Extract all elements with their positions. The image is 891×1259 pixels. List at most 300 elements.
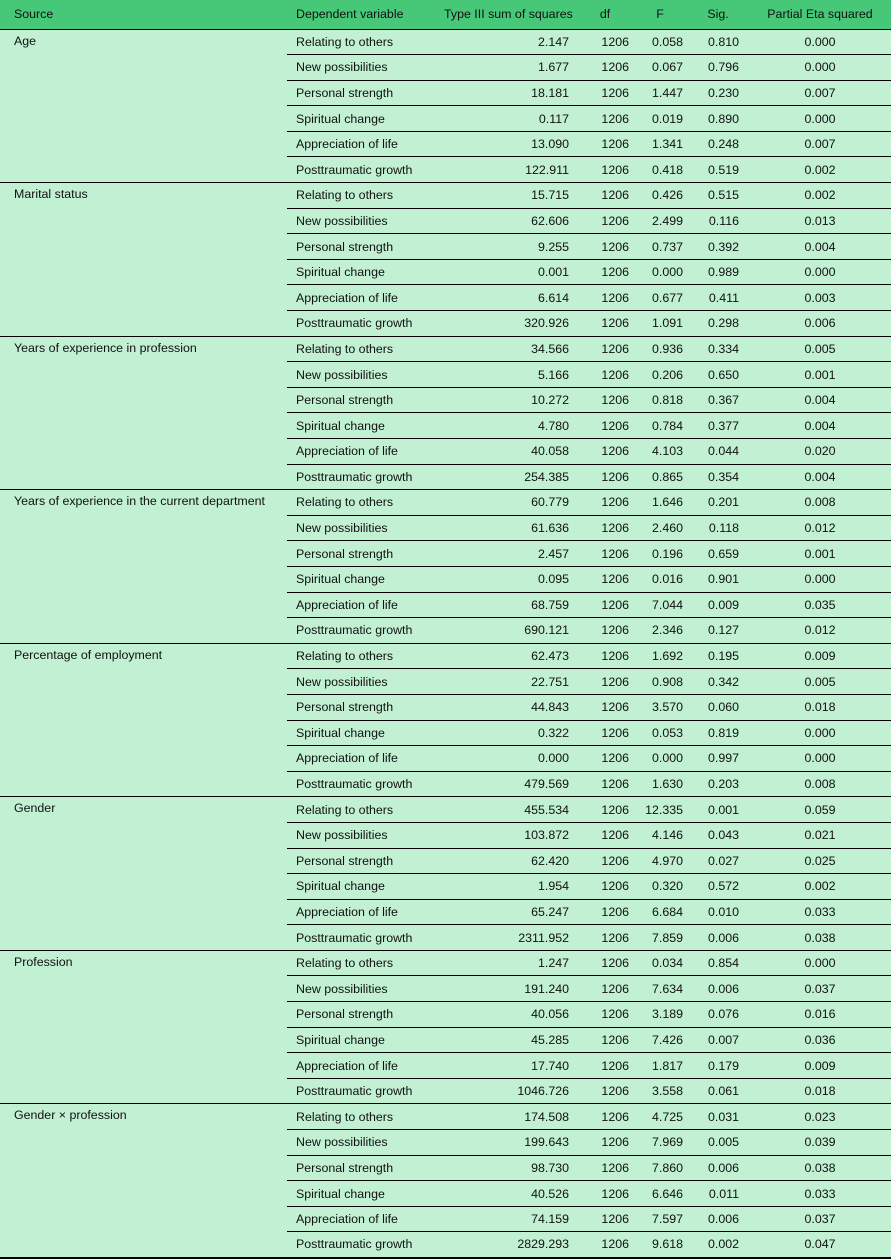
dependent-variable-cell: Relating to others: [287, 29, 436, 55]
sum-of-squares-cell: 62.473: [436, 643, 577, 669]
partial-eta-squared-cell: 0.035: [749, 592, 891, 618]
sum-of-squares-cell: 0.000: [436, 746, 577, 772]
sig-cell: 0.572: [687, 874, 749, 900]
dependent-variable-cell: Relating to others: [287, 643, 436, 669]
sum-of-squares-cell: 61.636: [436, 515, 577, 541]
df-cell: 1206: [577, 643, 633, 669]
dependent-variable-cell: Relating to others: [287, 183, 436, 209]
f-cell: 0.058: [633, 29, 687, 55]
df-cell: 1206: [577, 259, 633, 285]
sum-of-squares-cell: 0.322: [436, 720, 577, 746]
dependent-variable-cell: New possibilities: [287, 669, 436, 695]
sum-of-squares-cell: 455.534: [436, 797, 577, 823]
f-cell: 0.196: [633, 541, 687, 567]
header-row: [0, 0, 891, 29]
df-cell: 1206: [577, 797, 633, 823]
f-cell: 1.630: [633, 771, 687, 797]
f-cell: 0.908: [633, 669, 687, 695]
dependent-variable-cell: New possibilities: [287, 822, 436, 848]
partial-eta-squared-cell: 0.007: [749, 80, 891, 106]
f-cell: 1.447: [633, 80, 687, 106]
header-partial-eta-squared: Partial Eta squared: [749, 0, 891, 29]
source-cell: Percentage of employment: [0, 643, 287, 797]
sig-cell: 0.819: [687, 720, 749, 746]
sum-of-squares-cell: 98.730: [436, 1155, 577, 1181]
sum-of-squares-cell: 6.614: [436, 285, 577, 311]
sum-of-squares-cell: 0.095: [436, 566, 577, 592]
df-cell: 1206: [577, 1104, 633, 1130]
f-cell: 1.692: [633, 643, 687, 669]
f-cell: 0.019: [633, 106, 687, 132]
dependent-variable-cell: Posttraumatic growth: [287, 311, 436, 337]
source-cell: Profession: [0, 950, 287, 1104]
header-sig: Sig.: [687, 0, 749, 29]
f-cell: 1.341: [633, 131, 687, 157]
dependent-variable-cell: Appreciation of life: [287, 285, 436, 311]
sig-cell: 0.367: [687, 387, 749, 413]
dependent-variable-cell: Personal strength: [287, 387, 436, 413]
f-cell: 0.784: [633, 413, 687, 439]
dependent-variable-cell: New possibilities: [287, 515, 436, 541]
sig-cell: 0.007: [687, 1027, 749, 1053]
table-header: [0, 0, 891, 29]
partial-eta-squared-cell: 0.012: [749, 618, 891, 644]
df-cell: 1206: [577, 183, 633, 209]
sig-cell: 0.989: [687, 259, 749, 285]
f-cell: 0.067: [633, 55, 687, 81]
df-cell: 1206: [577, 1232, 633, 1258]
sig-cell: 0.179: [687, 1053, 749, 1079]
df-cell: 1206: [577, 1155, 633, 1181]
partial-eta-squared-cell: 0.004: [749, 387, 891, 413]
dependent-variable-cell: New possibilities: [287, 55, 436, 81]
partial-eta-squared-cell: 0.039: [749, 1130, 891, 1156]
sig-cell: 0.519: [687, 157, 749, 183]
sum-of-squares-cell: 690.121: [436, 618, 577, 644]
header-f: F: [633, 0, 687, 29]
sum-of-squares-cell: 479.569: [436, 771, 577, 797]
sum-of-squares-cell: 103.872: [436, 822, 577, 848]
df-cell: 1206: [577, 362, 633, 388]
partial-eta-squared-cell: 0.047: [749, 1232, 891, 1258]
df-cell: 1206: [577, 541, 633, 567]
sum-of-squares-cell: 1.247: [436, 950, 577, 976]
f-cell: 0.936: [633, 336, 687, 362]
df-cell: 1206: [577, 29, 633, 55]
partial-eta-squared-cell: 0.020: [749, 439, 891, 465]
f-cell: 4.725: [633, 1104, 687, 1130]
sum-of-squares-cell: 40.058: [436, 439, 577, 465]
dependent-variable-cell: Posttraumatic growth: [287, 925, 436, 951]
dependent-variable-cell: Relating to others: [287, 1104, 436, 1130]
f-cell: 3.570: [633, 694, 687, 720]
sum-of-squares-cell: 9.255: [436, 234, 577, 260]
sum-of-squares-cell: 2.147: [436, 29, 577, 55]
partial-eta-squared-cell: 0.021: [749, 822, 891, 848]
df-cell: 1206: [577, 1078, 633, 1104]
sig-cell: 0.796: [687, 55, 749, 81]
table-row: [0, 797, 891, 823]
sum-of-squares-cell: 17.740: [436, 1053, 577, 1079]
sig-cell: 0.515: [687, 183, 749, 209]
f-cell: 4.146: [633, 822, 687, 848]
dependent-variable-cell: Spiritual change: [287, 566, 436, 592]
table-row: [0, 950, 891, 976]
sum-of-squares-cell: 1046.726: [436, 1078, 577, 1104]
f-cell: 6.646: [633, 1181, 687, 1207]
f-cell: 0.034: [633, 950, 687, 976]
partial-eta-squared-cell: 0.023: [749, 1104, 891, 1130]
sig-cell: 0.006: [687, 1206, 749, 1232]
sig-cell: 0.377: [687, 413, 749, 439]
dependent-variable-cell: Posttraumatic growth: [287, 771, 436, 797]
dependent-variable-cell: Posttraumatic growth: [287, 618, 436, 644]
sig-cell: 0.060: [687, 694, 749, 720]
f-cell: 2.499: [633, 208, 687, 234]
dependent-variable-cell: New possibilities: [287, 1130, 436, 1156]
table-row: [0, 1104, 891, 1130]
dependent-variable-cell: Personal strength: [287, 1002, 436, 1028]
dependent-variable-cell: Personal strength: [287, 234, 436, 260]
df-cell: 1206: [577, 694, 633, 720]
sig-cell: 0.195: [687, 643, 749, 669]
sig-cell: 0.031: [687, 1104, 749, 1130]
df-cell: 1206: [577, 1002, 633, 1028]
sig-cell: 0.006: [687, 976, 749, 1002]
df-cell: 1206: [577, 746, 633, 772]
df-cell: 1206: [577, 413, 633, 439]
sum-of-squares-cell: 10.272: [436, 387, 577, 413]
sig-cell: 0.043: [687, 822, 749, 848]
partial-eta-squared-cell: 0.004: [749, 464, 891, 490]
dependent-variable-cell: Personal strength: [287, 1155, 436, 1181]
partial-eta-squared-cell: 0.000: [749, 259, 891, 285]
f-cell: 9.618: [633, 1232, 687, 1258]
df-cell: 1206: [577, 285, 633, 311]
df-cell: 1206: [577, 1181, 633, 1207]
f-cell: 0.206: [633, 362, 687, 388]
f-cell: 2.460: [633, 515, 687, 541]
f-cell: 7.969: [633, 1130, 687, 1156]
sig-cell: 0.650: [687, 362, 749, 388]
dependent-variable-cell: Appreciation of life: [287, 746, 436, 772]
partial-eta-squared-cell: 0.002: [749, 183, 891, 209]
sum-of-squares-cell: 40.056: [436, 1002, 577, 1028]
df-cell: 1206: [577, 55, 633, 81]
partial-eta-squared-cell: 0.007: [749, 131, 891, 157]
partial-eta-squared-cell: 0.000: [749, 29, 891, 55]
sum-of-squares-cell: 199.643: [436, 1130, 577, 1156]
f-cell: 0.865: [633, 464, 687, 490]
header-df: df: [577, 0, 633, 29]
dependent-variable-cell: Relating to others: [287, 797, 436, 823]
df-cell: 1206: [577, 336, 633, 362]
partial-eta-squared-cell: 0.001: [749, 541, 891, 567]
partial-eta-squared-cell: 0.033: [749, 1181, 891, 1207]
partial-eta-squared-cell: 0.002: [749, 874, 891, 900]
f-cell: 3.189: [633, 1002, 687, 1028]
sig-cell: 0.076: [687, 1002, 749, 1028]
dependent-variable-cell: Appreciation of life: [287, 439, 436, 465]
df-cell: 1206: [577, 899, 633, 925]
source-cell: Gender: [0, 797, 287, 951]
dependent-variable-cell: Appreciation of life: [287, 899, 436, 925]
df-cell: 1206: [577, 490, 633, 516]
df-cell: 1206: [577, 771, 633, 797]
f-cell: 12.335: [633, 797, 687, 823]
sum-of-squares-cell: 2.457: [436, 541, 577, 567]
dependent-variable-cell: Spiritual change: [287, 259, 436, 285]
sig-cell: 0.009: [687, 592, 749, 618]
dependent-variable-cell: Posttraumatic growth: [287, 1078, 436, 1104]
dependent-variable-cell: Personal strength: [287, 694, 436, 720]
f-cell: 1.817: [633, 1053, 687, 1079]
partial-eta-squared-cell: 0.012: [749, 515, 891, 541]
dependent-variable-cell: Appreciation of life: [287, 131, 436, 157]
df-cell: 1206: [577, 106, 633, 132]
sig-cell: 0.890: [687, 106, 749, 132]
f-cell: 7.044: [633, 592, 687, 618]
dependent-variable-cell: Spiritual change: [287, 1181, 436, 1207]
partial-eta-squared-cell: 0.005: [749, 336, 891, 362]
dependent-variable-cell: Spiritual change: [287, 720, 436, 746]
sig-cell: 0.354: [687, 464, 749, 490]
df-cell: 1206: [577, 848, 633, 874]
df-cell: 1206: [577, 464, 633, 490]
dependent-variable-cell: Posttraumatic growth: [287, 464, 436, 490]
dependent-variable-cell: New possibilities: [287, 362, 436, 388]
f-cell: 2.346: [633, 618, 687, 644]
source-cell: Age: [0, 29, 287, 183]
df-cell: 1206: [577, 157, 633, 183]
df-cell: 1206: [577, 1130, 633, 1156]
source-cell: Years of experience in the current department: [0, 490, 287, 644]
sig-cell: 0.127: [687, 618, 749, 644]
sum-of-squares-cell: 62.606: [436, 208, 577, 234]
sig-cell: 0.011: [687, 1181, 749, 1207]
source-cell: Gender × profession: [0, 1104, 287, 1258]
f-cell: 7.860: [633, 1155, 687, 1181]
df-cell: 1206: [577, 592, 633, 618]
sum-of-squares-cell: 0.001: [436, 259, 577, 285]
sum-of-squares-cell: 74.159: [436, 1206, 577, 1232]
dependent-variable-cell: Spiritual change: [287, 1027, 436, 1053]
partial-eta-squared-cell: 0.008: [749, 490, 891, 516]
partial-eta-squared-cell: 0.003: [749, 285, 891, 311]
header-dependent-variable: Dependent variable: [287, 0, 436, 29]
source-cell: Years of experience in profession: [0, 336, 287, 490]
sum-of-squares-cell: 60.779: [436, 490, 577, 516]
sum-of-squares-cell: 5.166: [436, 362, 577, 388]
sum-of-squares-cell: 320.926: [436, 311, 577, 337]
sum-of-squares-cell: 13.090: [436, 131, 577, 157]
sig-cell: 0.006: [687, 1155, 749, 1181]
dependent-variable-cell: New possibilities: [287, 976, 436, 1002]
sum-of-squares-cell: 15.715: [436, 183, 577, 209]
sig-cell: 0.006: [687, 925, 749, 951]
sum-of-squares-cell: 1.954: [436, 874, 577, 900]
f-cell: 0.000: [633, 746, 687, 772]
sig-cell: 0.002: [687, 1232, 749, 1258]
df-cell: 1206: [577, 311, 633, 337]
f-cell: 7.426: [633, 1027, 687, 1053]
dependent-variable-cell: New possibilities: [287, 208, 436, 234]
f-cell: 0.053: [633, 720, 687, 746]
f-cell: 4.103: [633, 439, 687, 465]
sum-of-squares-cell: 68.759: [436, 592, 577, 618]
sig-cell: 0.342: [687, 669, 749, 695]
df-cell: 1206: [577, 208, 633, 234]
sig-cell: 0.027: [687, 848, 749, 874]
sig-cell: 0.061: [687, 1078, 749, 1104]
partial-eta-squared-cell: 0.004: [749, 234, 891, 260]
partial-eta-squared-cell: 0.000: [749, 746, 891, 772]
df-cell: 1206: [577, 387, 633, 413]
table-body: [0, 29, 891, 1258]
f-cell: 0.000: [633, 259, 687, 285]
partial-eta-squared-cell: 0.016: [749, 1002, 891, 1028]
f-cell: 0.737: [633, 234, 687, 260]
dependent-variable-cell: Spiritual change: [287, 106, 436, 132]
partial-eta-squared-cell: 0.038: [749, 1155, 891, 1181]
dependent-variable-cell: Spiritual change: [287, 874, 436, 900]
dependent-variable-cell: Personal strength: [287, 541, 436, 567]
header-source: Source: [0, 0, 287, 29]
df-cell: 1206: [577, 822, 633, 848]
partial-eta-squared-cell: 0.009: [749, 643, 891, 669]
dependent-variable-cell: Relating to others: [287, 336, 436, 362]
partial-eta-squared-cell: 0.025: [749, 848, 891, 874]
partial-eta-squared-cell: 0.002: [749, 157, 891, 183]
partial-eta-squared-cell: 0.033: [749, 899, 891, 925]
df-cell: 1206: [577, 131, 633, 157]
sum-of-squares-cell: 4.780: [436, 413, 577, 439]
table-row: [0, 490, 891, 516]
sig-cell: 0.854: [687, 950, 749, 976]
partial-eta-squared-cell: 0.000: [749, 55, 891, 81]
sig-cell: 0.411: [687, 285, 749, 311]
partial-eta-squared-cell: 0.018: [749, 1078, 891, 1104]
sig-cell: 0.118: [687, 515, 749, 541]
sig-cell: 0.230: [687, 80, 749, 106]
sum-of-squares-cell: 18.181: [436, 80, 577, 106]
sig-cell: 0.201: [687, 490, 749, 516]
df-cell: 1206: [577, 234, 633, 260]
sig-cell: 0.810: [687, 29, 749, 55]
f-cell: 1.646: [633, 490, 687, 516]
partial-eta-squared-cell: 0.037: [749, 1206, 891, 1232]
df-cell: 1206: [577, 80, 633, 106]
partial-eta-squared-cell: 0.000: [749, 720, 891, 746]
dependent-variable-cell: Appreciation of life: [287, 1053, 436, 1079]
sig-cell: 0.659: [687, 541, 749, 567]
df-cell: 1206: [577, 1027, 633, 1053]
df-cell: 1206: [577, 439, 633, 465]
partial-eta-squared-cell: 0.008: [749, 771, 891, 797]
partial-eta-squared-cell: 0.059: [749, 797, 891, 823]
partial-eta-squared-cell: 0.037: [749, 976, 891, 1002]
f-cell: 0.426: [633, 183, 687, 209]
sum-of-squares-cell: 34.566: [436, 336, 577, 362]
partial-eta-squared-cell: 0.036: [749, 1027, 891, 1053]
table-row: [0, 29, 891, 55]
sum-of-squares-cell: 2311.952: [436, 925, 577, 951]
dependent-variable-cell: Posttraumatic growth: [287, 1232, 436, 1258]
df-cell: 1206: [577, 925, 633, 951]
df-cell: 1206: [577, 515, 633, 541]
df-cell: 1206: [577, 1206, 633, 1232]
sig-cell: 0.997: [687, 746, 749, 772]
f-cell: 7.634: [633, 976, 687, 1002]
sum-of-squares-cell: 191.240: [436, 976, 577, 1002]
partial-eta-squared-cell: 0.001: [749, 362, 891, 388]
df-cell: 1206: [577, 950, 633, 976]
sum-of-squares-cell: 2829.293: [436, 1232, 577, 1258]
dependent-variable-cell: Spiritual change: [287, 413, 436, 439]
f-cell: 0.818: [633, 387, 687, 413]
sum-of-squares-cell: 0.117: [436, 106, 577, 132]
sum-of-squares-cell: 40.526: [436, 1181, 577, 1207]
dependent-variable-cell: Relating to others: [287, 950, 436, 976]
sum-of-squares-cell: 22.751: [436, 669, 577, 695]
sig-cell: 0.392: [687, 234, 749, 260]
sig-cell: 0.334: [687, 336, 749, 362]
df-cell: 1206: [577, 976, 633, 1002]
df-cell: 1206: [577, 1053, 633, 1079]
partial-eta-squared-cell: 0.038: [749, 925, 891, 951]
dependent-variable-cell: Posttraumatic growth: [287, 157, 436, 183]
dependent-variable-cell: Personal strength: [287, 80, 436, 106]
partial-eta-squared-cell: 0.018: [749, 694, 891, 720]
table-row: [0, 183, 891, 209]
partial-eta-squared-cell: 0.006: [749, 311, 891, 337]
partial-eta-squared-cell: 0.009: [749, 1053, 891, 1079]
sig-cell: 0.116: [687, 208, 749, 234]
df-cell: 1206: [577, 566, 633, 592]
f-cell: 0.677: [633, 285, 687, 311]
sig-cell: 0.298: [687, 311, 749, 337]
sum-of-squares-cell: 122.911: [436, 157, 577, 183]
sig-cell: 0.010: [687, 899, 749, 925]
dependent-variable-cell: Appreciation of life: [287, 1206, 436, 1232]
partial-eta-squared-cell: 0.013: [749, 208, 891, 234]
sig-cell: 0.001: [687, 797, 749, 823]
sig-cell: 0.044: [687, 439, 749, 465]
header-sum-of-squares: Type III sum of squares: [436, 0, 577, 29]
dependent-variable-cell: Personal strength: [287, 848, 436, 874]
sig-cell: 0.203: [687, 771, 749, 797]
f-cell: 1.091: [633, 311, 687, 337]
sig-cell: 0.005: [687, 1130, 749, 1156]
df-cell: 1206: [577, 874, 633, 900]
f-cell: 0.320: [633, 874, 687, 900]
sum-of-squares-cell: 65.247: [436, 899, 577, 925]
sum-of-squares-cell: 254.385: [436, 464, 577, 490]
partial-eta-squared-cell: 0.004: [749, 413, 891, 439]
partial-eta-squared-cell: 0.000: [749, 566, 891, 592]
f-cell: 7.859: [633, 925, 687, 951]
f-cell: 0.418: [633, 157, 687, 183]
sum-of-squares-cell: 44.843: [436, 694, 577, 720]
sum-of-squares-cell: 1.677: [436, 55, 577, 81]
sum-of-squares-cell: 62.420: [436, 848, 577, 874]
f-cell: 6.684: [633, 899, 687, 925]
df-cell: 1206: [577, 720, 633, 746]
df-cell: 1206: [577, 669, 633, 695]
f-cell: 7.597: [633, 1206, 687, 1232]
f-cell: 3.558: [633, 1078, 687, 1104]
partial-eta-squared-cell: 0.005: [749, 669, 891, 695]
